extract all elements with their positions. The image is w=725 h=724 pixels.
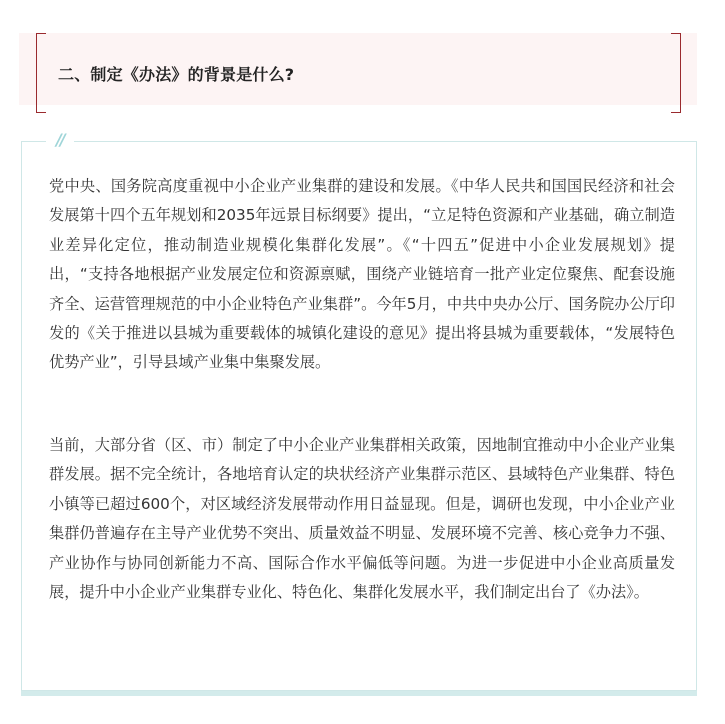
title-bracket-left xyxy=(36,33,46,113)
paragraph-current-status: 当前，大部分省（区、市）制定了中小企业产业集群相关政策，因地制宜推动中小企业产业集群发展。据不完全统计，各地培育认定的块状经济产业集群示范区、县域特色产业集群、特色小镇等已超过600个，对区域经济发展带动作用日益显现。但是，调研也发现，中小企业产业集群仍普遍存在主导产业优势不突出、质量效益不明显、发展环境不完善、核心竞争力不强、产业协作与协同创新能力不高、国际合作水平偏低等问题。为进一步促进中小企业高质量发展，提升中小企业产业集群专业化、特色化、集群化发展水平，我们制定出台了《办法》。 xyxy=(49,436,675,602)
title-bracket-right xyxy=(671,33,681,113)
paragraph-background-policy: 党中央、国务院高度重视中小企业产业集群的建设和发展。《中华人民共和国国民经济和社会发展第十四个五年规划和2035年远景目标纲要》提出，“立足特色资源和产业基础，确立制造业差异化定位，推动制造业规模化集群化发展”。《“十四五”促进中小企业发展规划》提出，“支持各地根据产业发展定位和资源禀赋，围绕产业链培育一批产业定位聚焦、配套设施齐全、运营管理规范的中小企业特色产业集群”。今年5月，中共中央办公厅、国务院办公厅印发的《关于推进以县城为重要载体的城镇化建设的意见》提出将县城为重要载体，“发展特色优势产业”，引导县域产业集中集聚发展。 xyxy=(49,177,675,372)
section-title: 二、制定《办法》的背景是什么? xyxy=(58,65,295,84)
content-box-shadow xyxy=(21,691,697,696)
divider-slash-mark: // xyxy=(46,131,74,149)
